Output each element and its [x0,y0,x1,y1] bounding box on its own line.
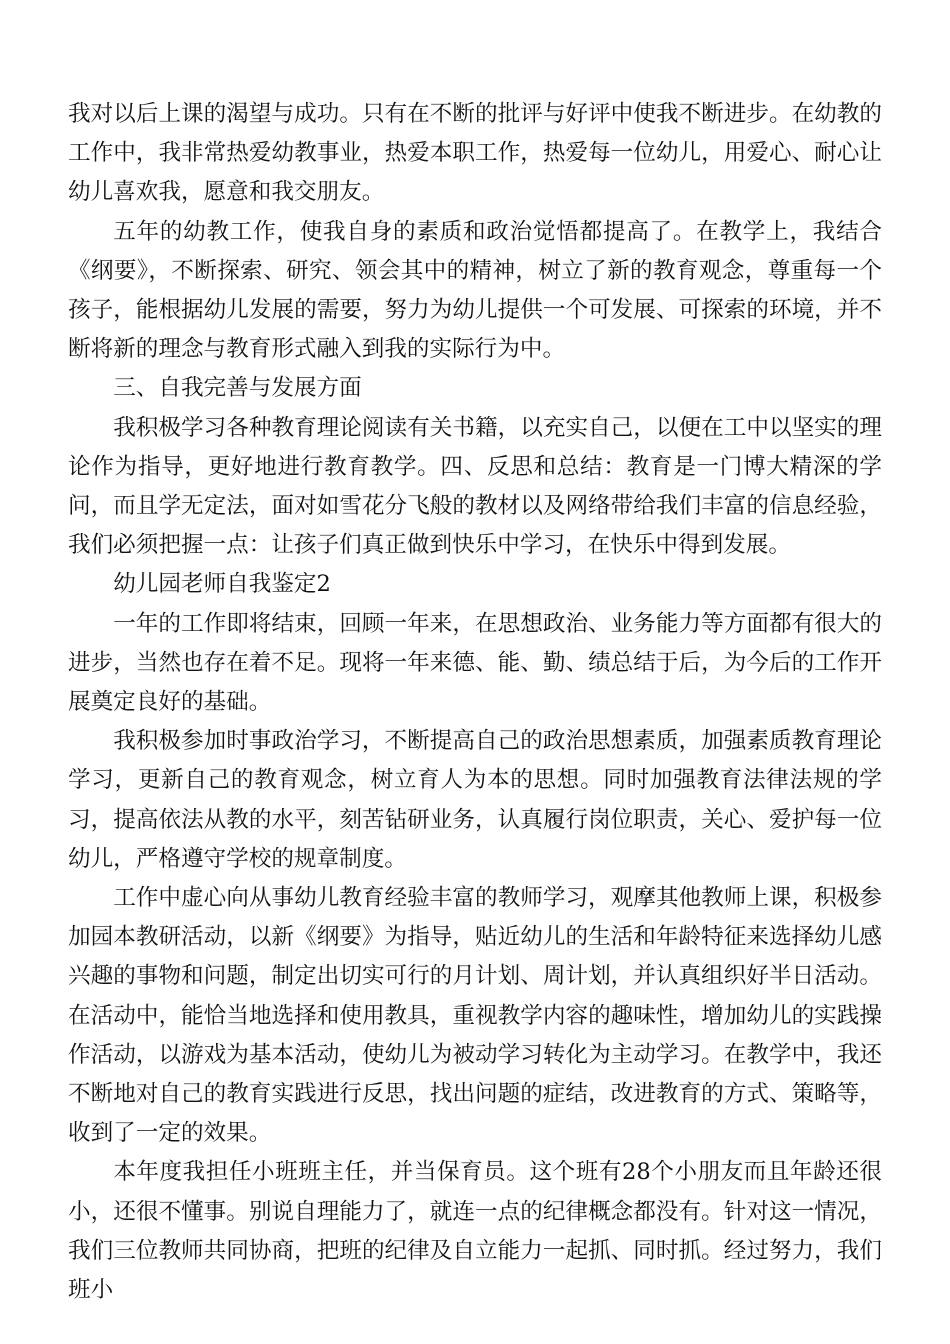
paragraph-6: 工作中虚心向从事幼儿教育经验丰富的教师学习，观摩其他教师上课，积极参加园本教研活动，以新《纲要》为指导，贴近幼儿的生活和年龄特征来选择幼儿感兴趣的事物和问题，制定出切实可行的月计划、周计划，并认真组织好半日活动。在活动中，能恰当地选择和使用教具，重视教学内容的趣味性，增加幼儿的实践操作活动，以游戏为基本活动，使幼儿为被动学习转化为主动学习。在教学中，我还不断地对自己的教育实践进行反思，找出问题的症结，改进教育的方式、策略等，收到了一定的效果。 [68,885,882,1147]
paragraph-5: 我积极参加时事政治学习，不断提高自己的政治思想素质，加强素质教育理论学习，更新自己的教育观念，树立育人为本的思想。同时加强教育法律法规的学习，提高依法从教的水平，刻苦钻研业务，认真履行岗位职责，关心、爱护每一位幼儿，严格遵守学校的规章制度。 [68,728,882,872]
paragraph-4: 一年的工作即将结束，回顾一年来，在思想政治、业务能力等方面都有很大的进步，当然也存在着不足。现将一年来德、能、勤、绩总结于后，为今后的工作开展奠定良好的基础。 [68,610,882,716]
document-page [68,95,882,1310]
section-heading-self-assessment-2: 幼儿园老师自我鉴定2 [113,571,331,598]
paragraph-3: 我积极学习各种教育理论阅读有关书籍，以充实自己，以便在工中以坚实的理论作为指导，更好地进行教育教学。四、反思和总结：教育是一门博大精深的学问，而且学无定法，面对如雪花分飞般的教材以及网络带给我们丰富的信息经验，我们必须把握一点：让孩子们真正做到快乐中学习，在快乐中得到发展。 [68,414,882,559]
paragraph-7: 本年度我担任小班班主任，并当保育员。这个班有28个小朋友而且年龄还很小，还很不懂事。别说自理能力了，就连一点的纪律概念都没有。针对这一情况，我们三位教师共同协商，把班的纪律及自立能力一起抓、同时抓。经过努力，我们班小 [68,1159,882,1304]
section-heading-self-improvement: 三、自我完善与发展方面 [113,375,362,402]
paragraph-2: 五年的幼教工作，使我自身的素质和政治觉悟都提高了。在教学上，我结合《纲要》，不断探索、研究、领会其中的精神，树立了新的教育观念，尊重每一个孩子，能根据幼儿发展的需要，努力为幼儿提供一个可发展、可探索的环境，并不断将新的理念与教育形式融入到我的实际行为中。 [68,218,882,363]
paragraph-1: 我对以后上课的渴望与成功。只有在不断的批评与好评中使我不断进步。在幼教的工作中，我非常热爱幼教事业，热爱本职工作，热爱每一位幼儿，用爱心、耐心让幼儿喜欢我，愿意和我交朋友。 [68,101,882,206]
